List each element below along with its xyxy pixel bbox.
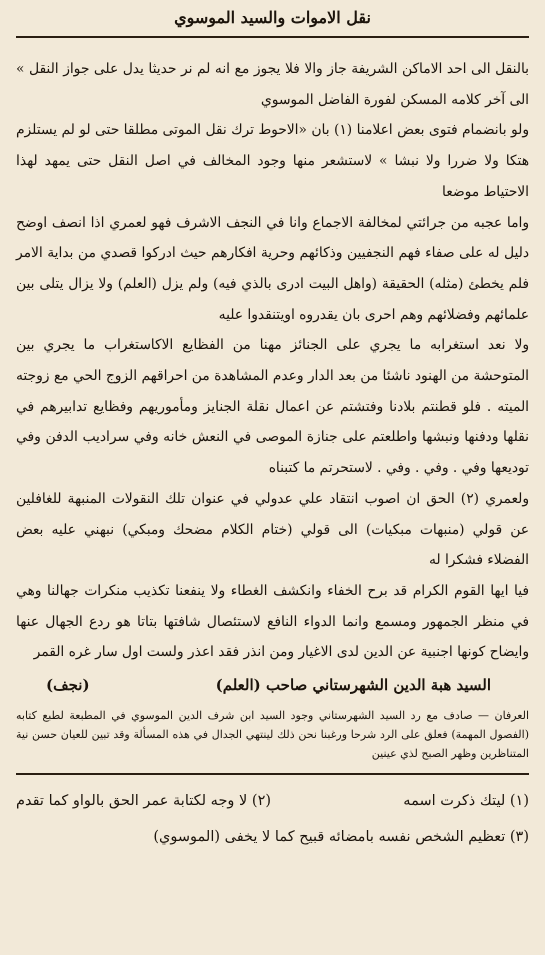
paragraph-5: ولعمري (٢) الحق ان اصوب انتقاد علي عدولي في عنوان تلك النقولات المنبهة للغافلين عن قولي (منبهات مبكيات) الى قولي (ختام الكلام مضحك ومبكي) نبهني عليه بعض الفضلاء فشكرا له: [16, 490, 529, 569]
footnote-1: (١) ليتك ذكرت اسمه: [403, 793, 529, 810]
header-rule: [16, 36, 529, 38]
footnote-2: (٢) لا وجه لكتابة عمر الحق بالواو كما تقدم: [16, 793, 272, 810]
paragraph-3: واما عجبه من جرائتي لمخالفة الاجماع وانا في النجف الاشرف فهو لعمري اذا انصف اوضح دليل له على صفاء فهم النجفيين وذكائهم وحرية افكارهم حيث ادركوا قصدي من بداية الامر فلم يخطئ (مثله) الحقيقة (واهل البيت ادرى بالذي فيه) ولم يزل (العلم) ولا يزال يتلى بين علمائهم وفضلائهم وهم احرى بان يقدروه اويتنقدوا عليه: [16, 214, 529, 323]
editor-note-text: العرفان — صادف مع رد السيد الشهرستاني وجود السيد ابن شرف الدين الموسوي في المطبعة لطبع كتابه (الفصول المهمة) فعلق على الرد شرحا ورغبنا نحن ذلك لينتهي الجدال في هذه المسألة وقد تبين للعيان حسن نية المتناظرين وظهر الصبح لذي عينين: [16, 709, 529, 761]
paragraph-6: فيا ايها القوم الكرام قد برح الخفاء وانكشف الغطاء ولا ينفعنا تكذيب منكرات جهالنا وهي في منظر الجمهور ومسمع وانما الدواء النافع لاستئصال شافتها بتاتا هو ردع الجهال عنها وايضاح كونها اجنبية عن الدين لدى الاغيار ومن انذر فقد اعذر ولست اول سار غره القمر: [16, 582, 529, 661]
footnote-line-2: [16, 819, 529, 855]
paragraph-1: بالنقل الى احد الاماكن الشريفة جاز والا فلا يجوز مع انه لم نر حديثا يدل على جواز النقل » الى آخر كلامه المسكن لفورة الفاضل الموسوي: [16, 61, 529, 108]
footnotes: [16, 783, 529, 855]
footnote-rule: [16, 773, 529, 775]
signature-author: السيد هبة الدين الشهرستاني صاحب (العلم): [215, 676, 491, 695]
footnote-line-1: [16, 783, 529, 819]
editor-note: [16, 706, 529, 763]
footnote-3: (٣) تعظيم الشخص نفسه بامضائه قبيح كما لا يخفى (الموسوي): [153, 829, 529, 846]
article-body: [16, 54, 529, 668]
paragraph-2: ولو بانضمام فتوى بعض اعلامنا (١) بان «الاحوط ترك نقل الموتى مطلقا حتى لو لم يستلزم هتكا ولا ضررا ولا نبشا » لاستشعر منها وجود المخالف في اصل النقل حتى يمهد لهذا الاحتياط موضعا: [16, 122, 529, 200]
signature-line: [16, 668, 529, 702]
paragraph-4: ولا نعد استغرابه ما يجري على الجنائز مهنا من الفظايع الاكاستغراب ما يجري بين المتوحشة من الهنود ناشئا من بعد الدار وعدم المشاهدة من احراقهم الزوج الحي مع زوجته الميته . فلو قطنتم بلادنا وفتشتم عن اعمال نقلة الجنايز ومأموريهم وفظايع تدابيرهم في نقلها ودفنها ونبشها واطلعتم على جنازة الموصى في النعش خانه وفي سراديب الدفن وفي توديعها وفي . وفي . وفي . لاستحرتم ما كتبناه: [16, 337, 529, 477]
running-title: نقل الاموات والسيد الموسوي: [174, 8, 371, 27]
signature-place: (نجف): [46, 676, 90, 695]
